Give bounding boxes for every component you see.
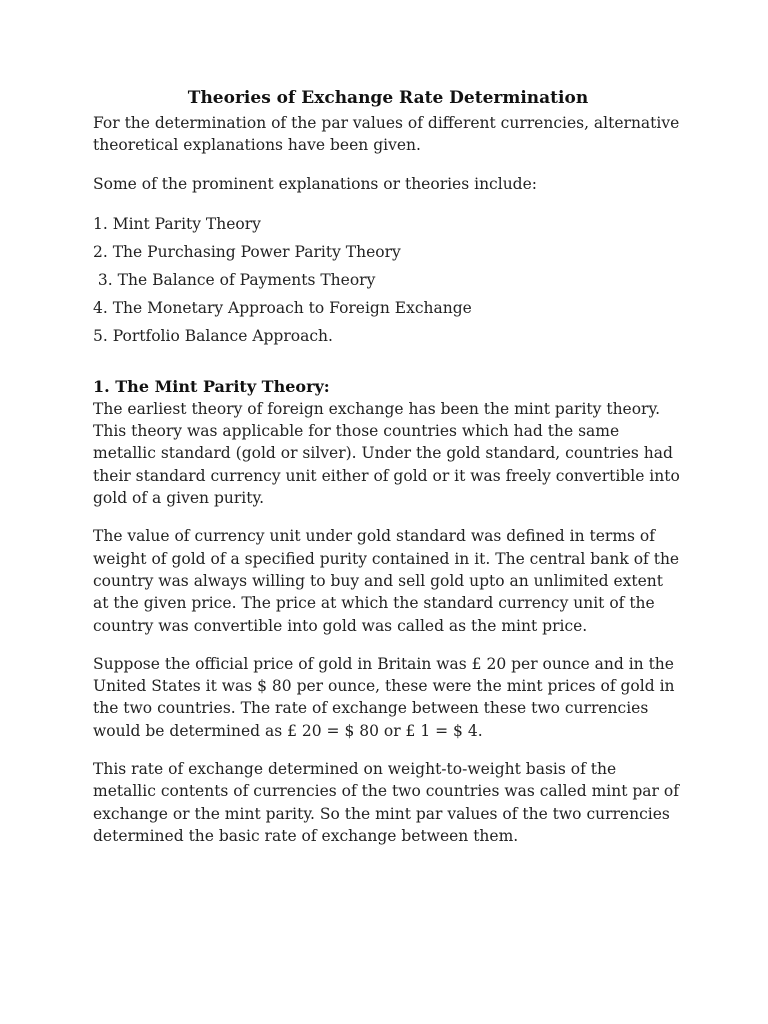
theories-list bbox=[93, 210, 683, 350]
list-item: 3. The Balance of Payments Theory bbox=[93, 270, 376, 289]
list-item: 4. The Monetary Approach to Foreign Exchange bbox=[93, 298, 472, 317]
document-content bbox=[93, 86, 683, 847]
intro-paragraph: For the determination of the par values of different currencies, alternative theoretical explanations have been given. bbox=[93, 114, 680, 155]
section-paragraph: Suppose the official price of gold in Britain was £ 20 per ounce and in the United States it was $ 80 per ounce, these were the mint prices of gold in the two countries. The rate of exchange between these two currencies would be determined as £ 20 = $ 80 or £ 1 = $ 4. bbox=[93, 654, 675, 740]
list-intro: Some of the prominent explanations or theories include: bbox=[93, 174, 537, 193]
section-paragraph: The earliest theory of foreign exchange has been the mint parity theory. This theory was applicable for those countries which had the same metallic standard (gold or silver). Under the gold standard, countries had their standard currency unit either of gold or it was freely convertible into gold of a given purity. bbox=[93, 399, 680, 508]
section-paragraph: The value of currency unit under gold standard was defined in terms of weight of gold of a specified purity contained in it. The central bank of the country was always willing to buy and sell gold upto an unlimited extent at the given price. The price at which the standard currency unit of the country was convertible into gold was called as the mint price. bbox=[93, 527, 680, 635]
document-title: Theories of Exchange Rate Determination bbox=[187, 88, 589, 108]
list-item: 2. The Purchasing Power Parity Theory bbox=[93, 242, 401, 261]
section-heading: 1. The Mint Parity Theory: bbox=[93, 376, 330, 396]
list-item: 1. Mint Parity Theory bbox=[93, 214, 261, 233]
section-paragraph: This rate of exchange determined on weight-to-weight basis of the metallic contents of currencies of the two countries was called mint par of exchange or the mint parity. So the mint par values of the two currencies determined the basic rate of exchange between them. bbox=[93, 760, 679, 845]
list-item: 5. Portfolio Balance Approach. bbox=[93, 326, 333, 345]
